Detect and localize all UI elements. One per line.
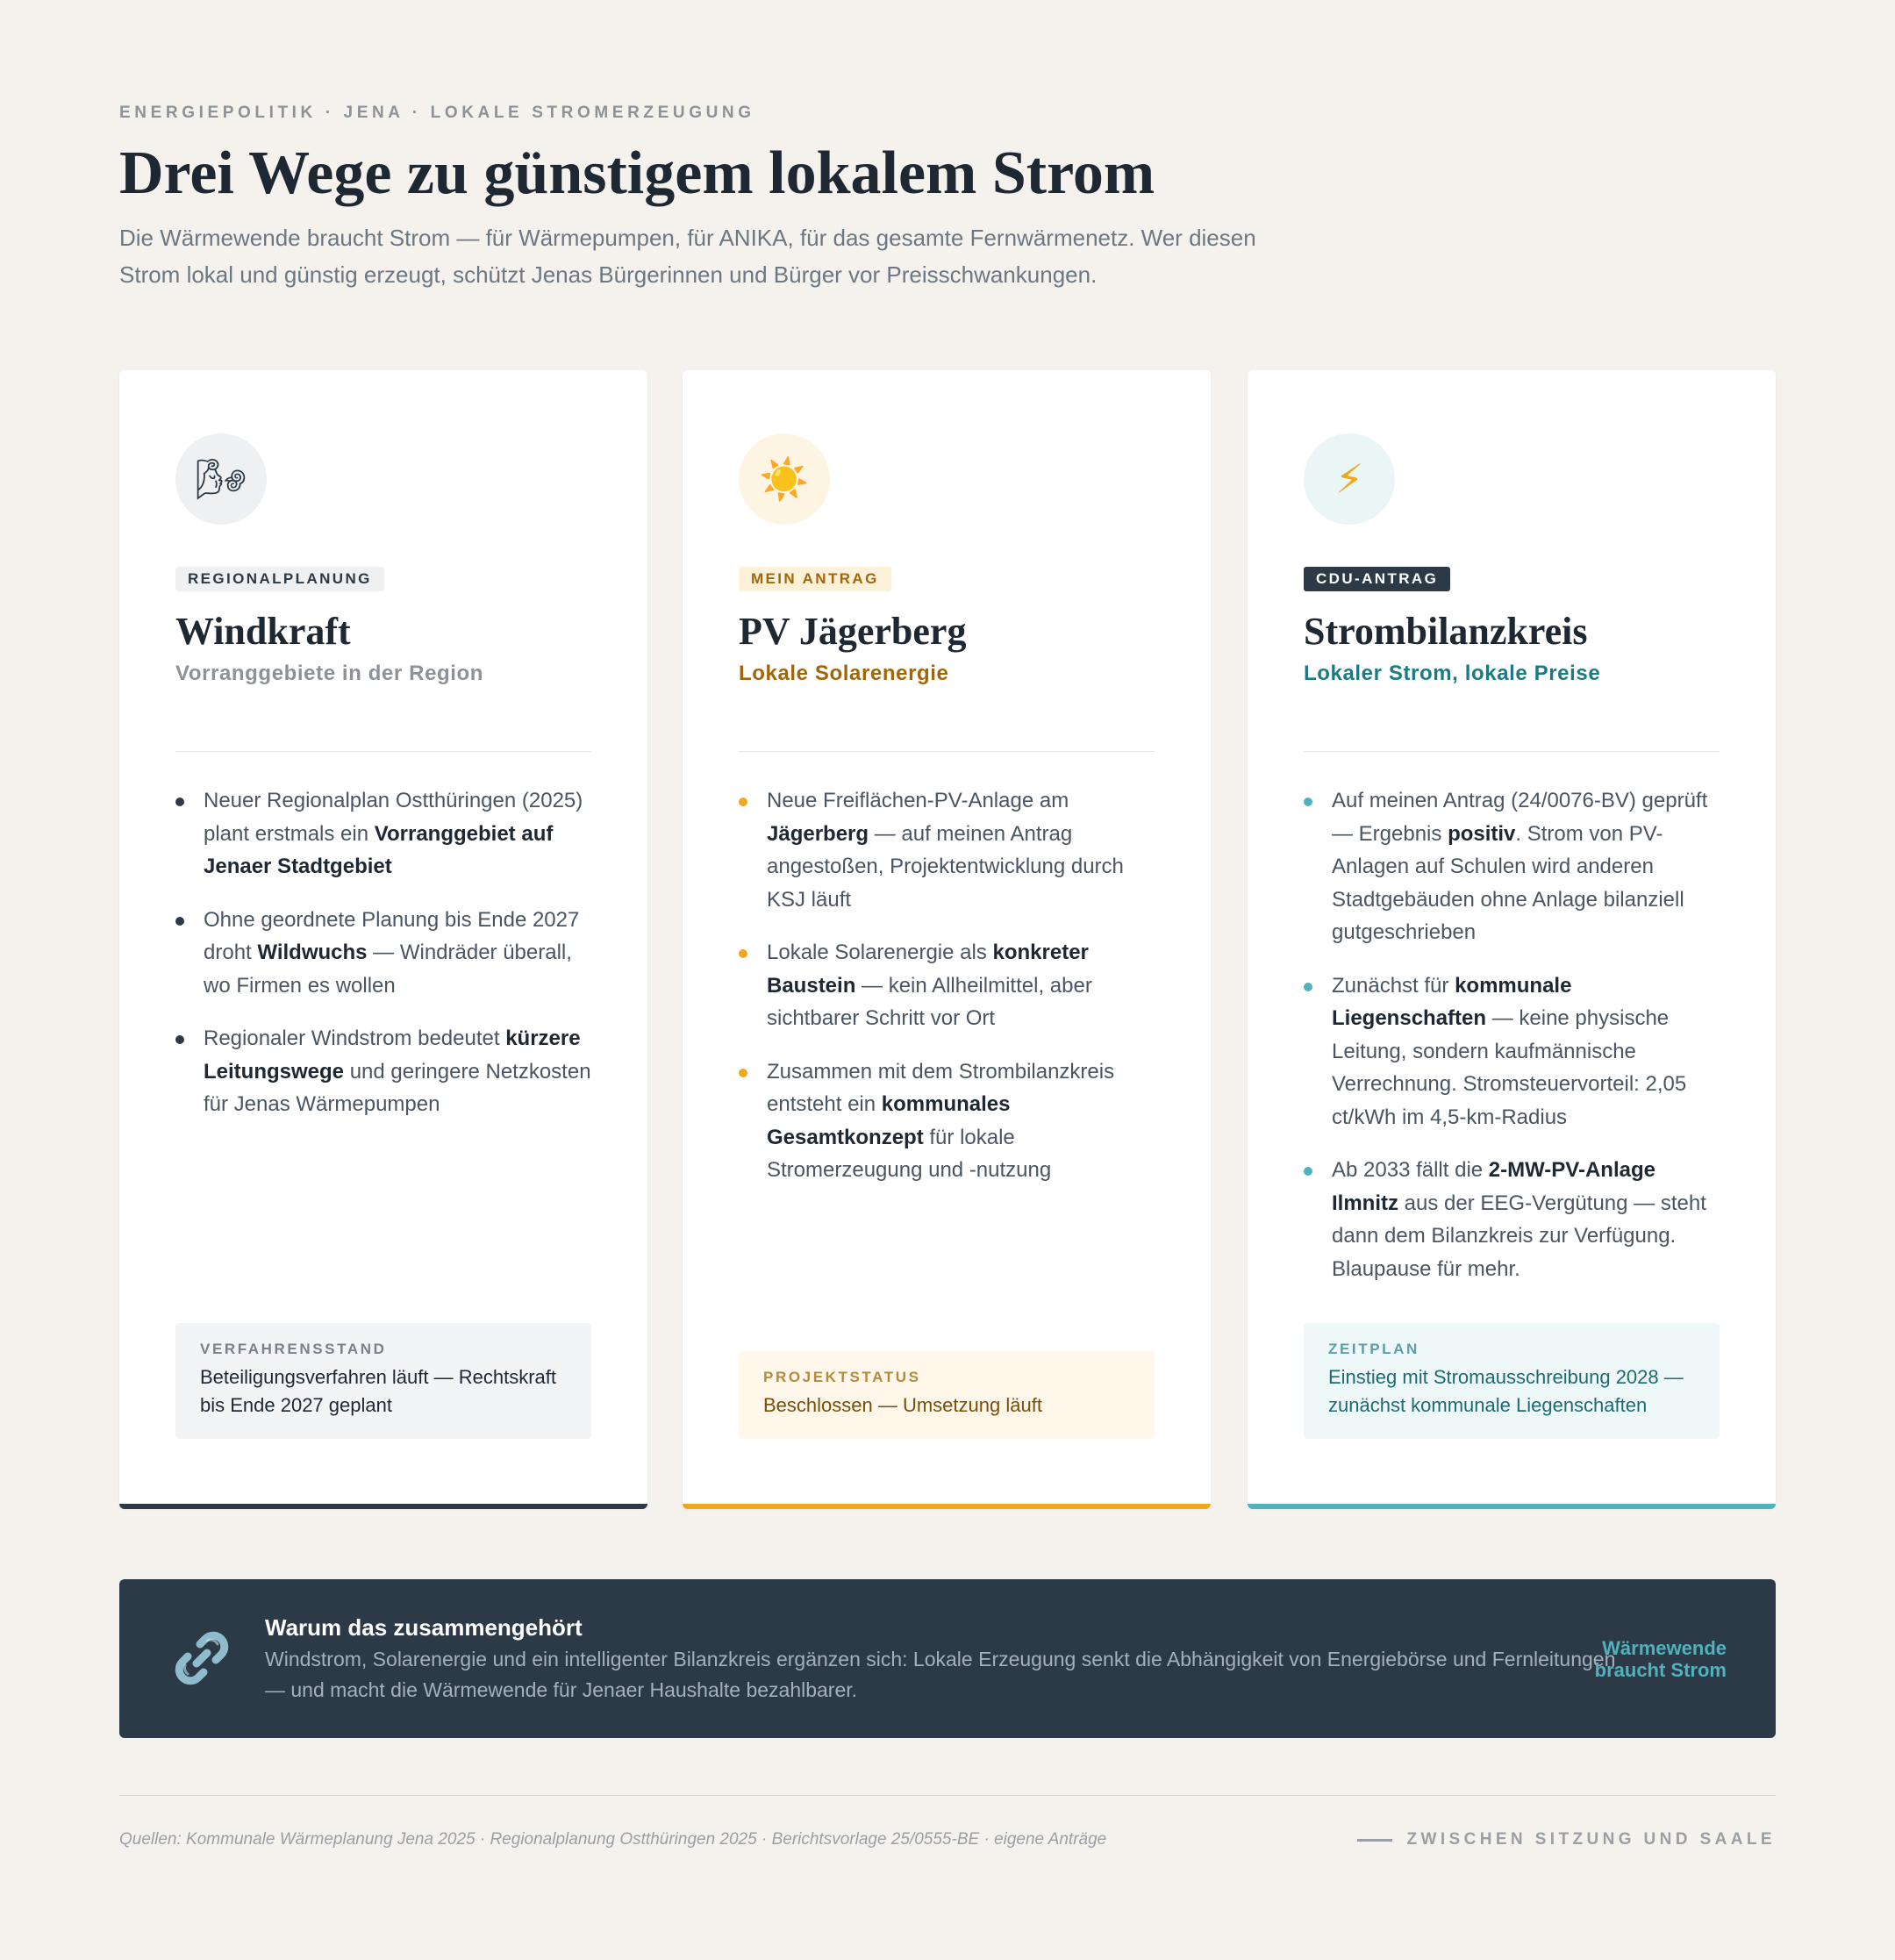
list-item: Lokale Solarenergie als konkreter Baustein — kein Allheilmittel, aber sichtbarer Schritt vor Ort — [739, 936, 1155, 1035]
card-title: Windkraft — [175, 610, 351, 653]
card-subtitle: Vorranggebiete in der Region — [175, 662, 484, 685]
card-tag: MEIN ANTRAG — [739, 567, 891, 591]
point-list — [1304, 784, 1720, 1305]
status-box — [175, 1323, 591, 1439]
list-item: Auf meinen Antrag (24/0076-BV) geprüft — Ergebnis positiv. Strom von PV-Anlagen auf Schulen wird anderen Stadtgebäuden ohne Anlage bilanziell gutgeschrieben — [1304, 784, 1720, 949]
card-tag: CDU-ANTRAG — [1304, 567, 1450, 591]
list-item: Ohne geordnete Planung bis Ende 2027 droht Wildwuchs — Windräder überall, wo Firmen es wollen — [175, 904, 591, 1003]
summary-banner — [119, 1579, 1776, 1738]
point-list — [739, 784, 1155, 1207]
footer-brand — [1357, 1830, 1776, 1849]
list-item: Ab 2033 fällt die 2-MW-PV-Anlage Ilmnitz aus der EEG-Vergütung — steht dann dem Bilanzkreis zur Verfügung. Blaupause für mehr. — [1304, 1154, 1720, 1285]
status-label: ZEITPLAN — [1328, 1341, 1419, 1357]
brand-rule — [1357, 1839, 1392, 1842]
point-list — [175, 784, 591, 1141]
status-label: PROJEKTSTATUS — [763, 1369, 921, 1385]
banner-link[interactable]: Wärmewende braucht Strom — [1594, 1637, 1727, 1681]
sun-icon: ☀️ — [739, 433, 830, 525]
card-title: PV Jägerberg — [739, 610, 967, 653]
card-tag: REGIONALPLANUNG — [175, 567, 384, 591]
cards — [119, 370, 1776, 1509]
kicker: ENERGIEPOLITIK · JENA · LOKALE STROMERZEUGUNG — [119, 104, 755, 122]
lightning-icon: ⚡ — [1304, 433, 1395, 525]
list-item: Zusammen mit dem Strombilanzkreis entsteht ein kommunales Gesamtkonzept für lokale Stromerzeugung und -nutzung — [739, 1055, 1155, 1187]
status-label: VERFAHRENSSTAND — [200, 1341, 387, 1357]
banner-title: Warum das zusammengehört — [265, 1614, 583, 1641]
footer-sources: Quellen: Kommunale Wärmeplanung Jena 2025 · Regionalplanung Ostthüringen 2025 · Berichtsvorlage 25/0555-BE · eigene Anträge — [119, 1830, 1107, 1849]
card-subtitle: Lokaler Strom, lokale Preise — [1304, 662, 1601, 685]
status-box — [1304, 1323, 1720, 1439]
divider — [1304, 751, 1720, 752]
lede: Die Wärmewende braucht Strom — für Wärmepumpen, für ANIKA, für das gesamte Fernwärmenetz. Wer diesen Strom lokal und günstig erzeugt, schützt Jenas Bürgerinnen und Bürger vor Preisschwankungen. — [119, 225, 1256, 288]
wind-icon: 🌬 — [175, 433, 267, 525]
footer-divider — [119, 1795, 1776, 1796]
status-text: Beteiligungsverfahren läuft — Rechtskraft bis Ende 2027 geplant — [200, 1366, 556, 1416]
brand-text: ZWISCHEN SITZUNG UND SAALE — [1406, 1830, 1776, 1849]
status-text: Einstieg mit Stromausschreibung 2028 — zunächst kommunale Liegenschaften — [1328, 1366, 1684, 1416]
card-strombilanzkreis — [1248, 370, 1776, 1509]
card-windkraft — [119, 370, 647, 1509]
link-icon — [170, 1627, 233, 1690]
list-item: Neue Freiflächen-PV-Anlage am Jägerberg — auf meinen Antrag angestoßen, Projektentwicklung durch KSJ läuft — [739, 784, 1155, 916]
list-item: Zunächst für kommunale Liegenschaften — keine physische Leitung, sondern kaufmännische Verrechnung. Stromsteuervorteil: 2,05 ct/kWh im 4,5-km-Radius — [1304, 969, 1720, 1134]
card-title: Strombilanzkreis — [1304, 610, 1588, 653]
divider — [175, 751, 591, 752]
status-box — [739, 1351, 1155, 1439]
card-pv-jaegerberg — [683, 370, 1211, 1509]
divider — [739, 751, 1155, 752]
card-subtitle: Lokale Solarenergie — [739, 662, 949, 685]
list-item: Neuer Regionalplan Ostthüringen (2025) plant erstmals ein Vorranggebiet auf Jenaer Stadtgebiet — [175, 784, 591, 883]
status-text: Beschlossen — Umsetzung läuft — [763, 1394, 1042, 1416]
page-title: Drei Wege zu günstigem lokalem Strom — [119, 139, 1155, 207]
banner-text: Windstrom, Solarenergie und ein intelligenter Bilanzkreis ergänzen sich: Lokale Erzeugung senkt die Abhängigkeit von Energiebörse und Fernleitungen — und macht die Wärmewende für Jenaer Haushalte bezahlbarer. — [265, 1648, 1616, 1701]
list-item: Regionaler Windstrom bedeutet kürzere Leitungswege und geringere Netzkosten für Jenas Wärmepumpen — [175, 1022, 591, 1121]
